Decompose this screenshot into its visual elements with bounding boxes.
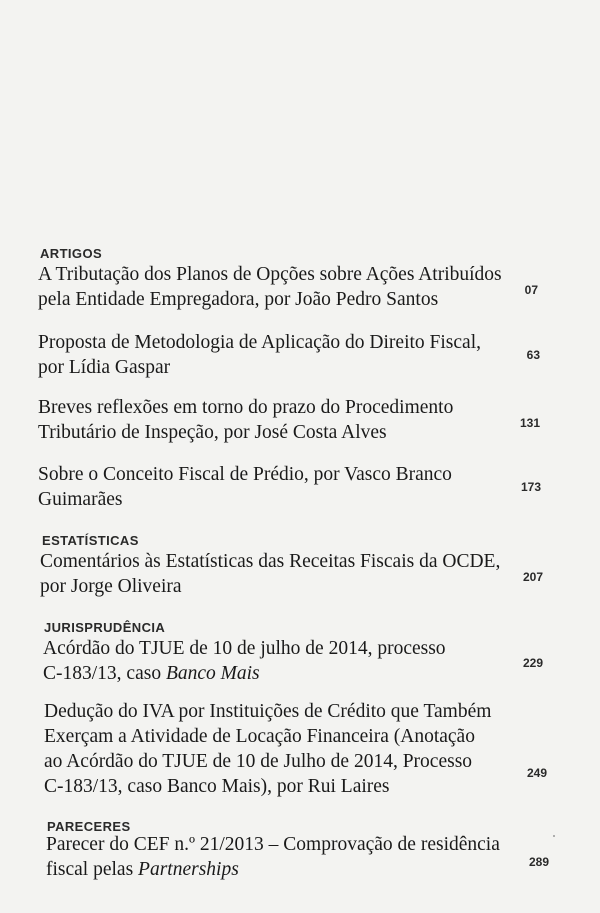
entry-page-number: 289 (528, 855, 549, 869)
section-heading-estatisticas: ESTATÍSTICAS (42, 533, 139, 548)
entry-page-number: 63 (526, 348, 540, 362)
entry-title (38, 262, 502, 312)
section-heading-jurisprudencia: JURISPRUDÊNCIA (44, 620, 166, 635)
section-heading-artigos: ARTIGOS (40, 246, 103, 261)
paper-speck (553, 835, 555, 837)
entry-page-number: 07 (524, 283, 538, 297)
entry-page-number: 207 (522, 570, 543, 584)
entry-title-italic: Banco Mais (165, 663, 260, 684)
entry-title-line: Guimarães (38, 489, 123, 510)
entry-title-text: fiscal pelas (46, 859, 139, 880)
entry-title-line: pela Entidade Empregadora, por João Pedro Santos (38, 289, 439, 310)
entry-title (38, 330, 481, 380)
entry-title (40, 549, 500, 599)
entry-title-line: Comentários às Estatísticas das Receitas Fiscais da OCDE, (40, 551, 501, 572)
entry-title-line: por Lídia Gaspar (38, 357, 171, 378)
entry-title-italic: Partnerships (138, 859, 239, 880)
entry-page-number: 173 (520, 480, 541, 494)
entry-title-line: por Jorge Oliveira (40, 576, 182, 597)
entry-title-line: C-183/13, caso Banco Mais), por Rui Laires (44, 776, 390, 797)
entry-title-line: Sobre o Conceito Fiscal de Prédio, por Vasco Branco (38, 464, 452, 485)
entry-title-line (46, 857, 500, 882)
entry-title (46, 832, 500, 882)
entry-title (38, 395, 453, 445)
entry-title-line: Dedução do IVA por Instituições de Crédito que Também (44, 701, 492, 722)
entry-page-number: 229 (522, 656, 543, 670)
entry-title-line: Tributário de Inspeção, por José Costa Alves (38, 422, 387, 443)
entry-title-line (43, 661, 446, 686)
entry-title-line: Breves reflexões em torno do prazo do Procedimento (38, 397, 454, 418)
entry-title (38, 462, 452, 512)
entry-title-text: C-183/13, caso (43, 663, 166, 684)
entry-title-line: Exerçam a Atividade de Locação Financeira (Anotação (44, 726, 475, 747)
entry-page-number: 249 (526, 766, 547, 780)
entry-title-line: A Tributação dos Planos de Opções sobre Ações Atribuídos (38, 264, 502, 285)
entry-title (43, 636, 446, 686)
entry-title-line: ao Acórdão do TJUE de 10 de Julho de 2014, Processo (44, 751, 473, 772)
section-heading-pareceres: PARECERES (47, 819, 131, 834)
entry-title-line: Acórdão do TJUE de 10 de julho de 2014, processo (43, 638, 446, 659)
entry-page-number: 131 (519, 416, 540, 430)
entry-title-line: Proposta de Metodologia de Aplicação do Direito Fiscal, (38, 332, 481, 353)
entry-title (44, 699, 491, 799)
entry-title-line: Parecer do CEF n.º 21/2013 – Comprovação de residência (46, 834, 500, 855)
